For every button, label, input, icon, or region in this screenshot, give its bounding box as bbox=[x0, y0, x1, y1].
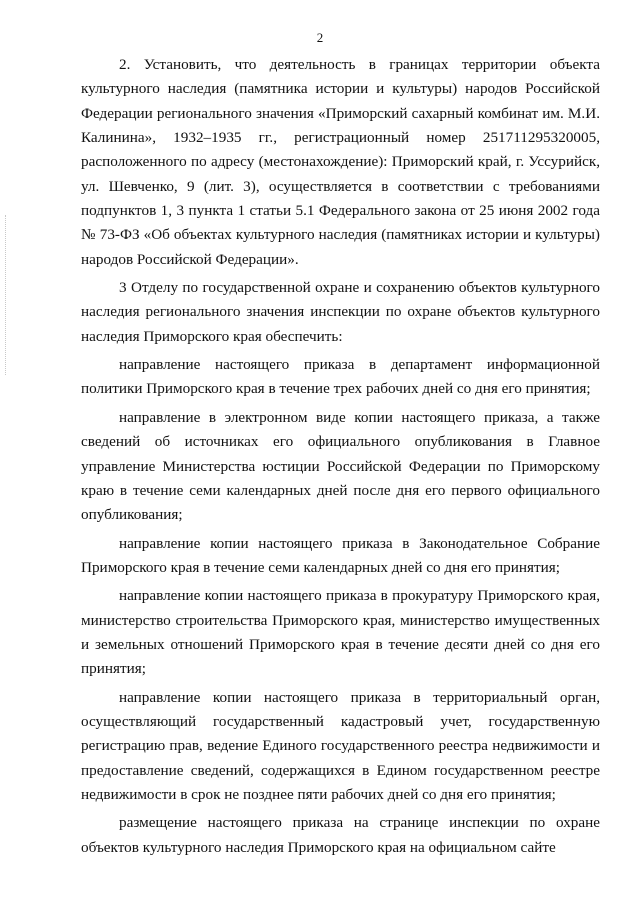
scan-margin-marks bbox=[5, 215, 8, 375]
paragraph-official-website: размещение настоящего приказа на странице инспекции по охране объектов культурного наследия Приморского края на официальном сайте bbox=[81, 814, 600, 856]
paragraph-item-2: 2. Установить, что деятельность в границах территории объекта культурного наследия (памятника истории и культуры) народов Российской Федерации регионального значения «Приморский сахарный комбинат им. М.И. Калинина», 1932–1935 гг., регистрационный номер 251711295320005, расположенного по адресу (местонахождение): Приморский край, г. Уссурийск, ул. Шевченко, 9 (лит. 3), осуществляется в соответствии с требованиями подпунктов 1, 3 пункта 1 статьи 5.1 Федерального закона от 25 июня 2002 года № 73-ФЗ «Об объектах культурного наследия (памятниках истории и культуры) народов Российской Федерации». bbox=[81, 56, 600, 268]
paragraph-prosecutor-office: направление копии настоящего приказа в прокуратуру Приморского края, министерство строительства Приморского края, министерство имущественных и земельных отношений Приморского края в течение десяти дней со дня его принятия; bbox=[81, 587, 600, 678]
paragraph-cadastral-registration: направление копии настоящего приказа в территориальный орган, осуществляющий государственный кадастровый учет, государственную регистрацию прав, ведение Единого государственного реестра недвижимости и предоставление сведений, содержащихся в Едином государственном реестре недвижимости в срок не позднее пяти рабочих дней со дня его принятия; bbox=[81, 688, 600, 803]
paragraph-legislative-assembly: направление копии настоящего приказа в Законодательное Собрание Приморского края в течение семи календарных дней со дня его принятия; bbox=[81, 534, 600, 576]
paragraph-ministry-of-justice: направление в электронном виде копии настоящего приказа, а также сведений об источниках его официального опубликования в Главное управление Министерства юстиции Российской Федерации по Приморскому краю в течение семи календарных дней после дня его первого официального опубликования; bbox=[81, 408, 600, 524]
document-body bbox=[81, 53, 600, 860]
paragraph-item-3-intro: 3 Отделу по государственной охране и сохранению объектов культурного наследия регионального значения инспекции по охране объектов культурного наследия Приморского края обеспечить: bbox=[81, 279, 600, 345]
page-number: 2 bbox=[316, 30, 324, 45]
paragraph-info-policy-department: направление настоящего приказа в департамент информационной политики Приморского края в течение трех рабочих дней со дня его принятия; bbox=[81, 356, 600, 398]
